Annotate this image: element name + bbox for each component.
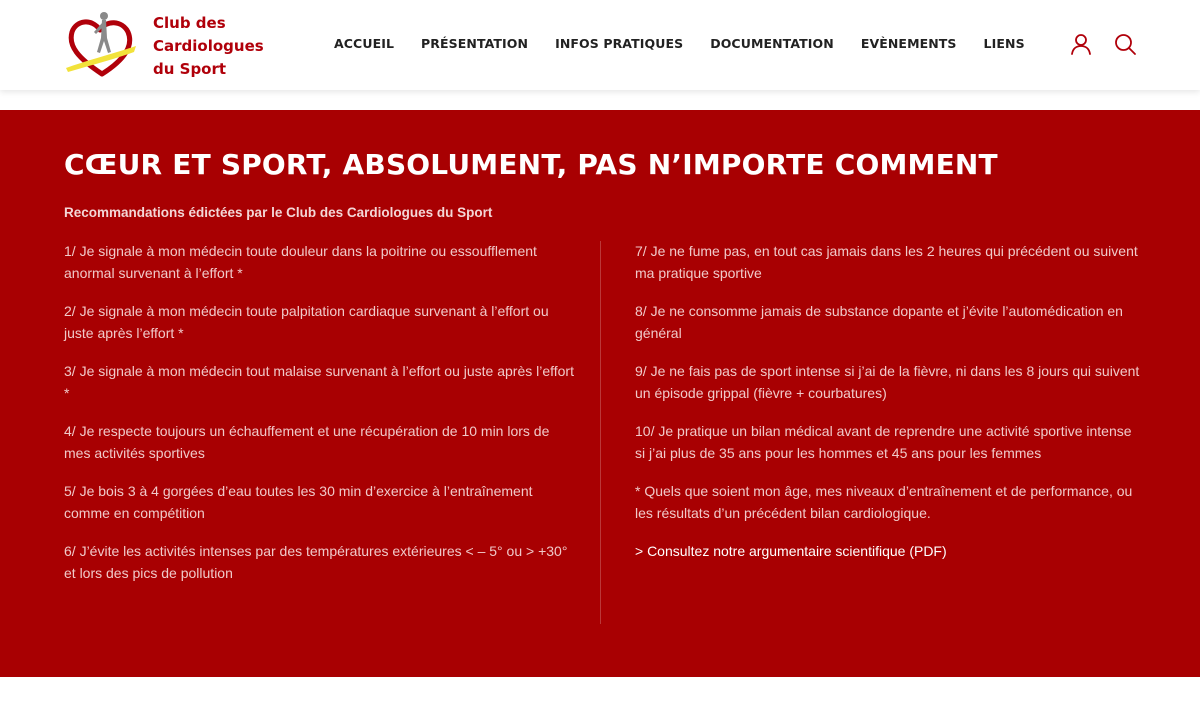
section-subtitle: Recommandations édictées par le Club des Cardiologues du Sport — [64, 205, 493, 220]
recommendation-item: 2/ Je signale à mon médecin toute palpitation cardiaque survenant à l’effort ou juste après l’effort * — [64, 303, 549, 341]
brand-line: du Sport — [153, 60, 227, 78]
recommendation-item: 5/ Je bois 3 à 4 gorgées d’eau toutes les 30 min d’exercice à l’entraînement comme en compétition — [64, 483, 533, 521]
scientific-pdf-link[interactable]: > Consultez notre argumentaire scientifique (PDF) — [635, 543, 947, 559]
footnote: * Quels que soient mon âge, mes niveaux d’entraînement et de performance, ou les résultats d’un précédent bilan cardiologique. — [635, 483, 1133, 521]
brand-line: Club des — [153, 14, 226, 32]
recommendation-item: 3/ Je signale à mon médecin tout malaise survenant à l’effort ou juste après l’effort * — [64, 363, 574, 401]
brand-name[interactable] — [153, 12, 264, 81]
column-divider — [600, 241, 601, 624]
recommendations-left-column — [64, 241, 574, 601]
nav-item-evenements[interactable]: EVÈNEMENTS — [860, 36, 957, 51]
section-title: CŒUR ET SPORT, ABSOLUMENT, PAS N’IMPORTE COMMENT — [64, 148, 998, 181]
nav-item-liens[interactable]: LIENS — [983, 36, 1025, 51]
site-header — [0, 0, 1200, 90]
nav-item-presentation[interactable]: PRÉSENTATION — [421, 36, 529, 51]
user-icon[interactable] — [1069, 32, 1093, 56]
search-icon[interactable] — [1113, 32, 1137, 56]
recommendation-item: 6/ J’évite les activités intenses par des températures extérieures < – 5° ou > +30° et lors des pics de pollution — [64, 543, 568, 581]
recommendations-right-column — [635, 241, 1140, 563]
nav-item-accueil[interactable]: ACCUEIL — [334, 36, 395, 51]
recommendation-item: 9/ Je ne fais pas de sport intense si j’ai de la fièvre, ni dans les 8 jours qui suivent un épisode grippal (fièvre + courbatures) — [635, 363, 1140, 401]
recommendation-item: 1/ Je signale à mon médecin toute douleur dans la poitrine ou essoufflement anormal survenant à l’effort * — [64, 243, 537, 281]
recommendation-item: 7/ Je ne fume pas, en tout cas jamais dans les 2 heures qui précédent ou suivent ma pratique sportive — [635, 243, 1138, 281]
recommendation-item: 10/ Je pratique un bilan médical avant de reprendre une activité sportive intense si j’ai plus de 35 ans pour les hommes et 45 ans pour les femmes — [635, 423, 1132, 461]
recommendations-section — [0, 110, 1200, 677]
nav-item-documentation[interactable]: DOCUMENTATION — [710, 36, 834, 51]
recommendation-item: 8/ Je ne consomme jamais de substance dopante et j’évite l’automédication en général — [635, 303, 1123, 341]
brand-line: Cardiologues — [153, 37, 264, 55]
recommendation-item: 4/ Je respecte toujours un échauffement et une récupération de 10 min lors de mes activités sportives — [64, 423, 550, 461]
club-logo-icon[interactable] — [64, 8, 140, 80]
main-nav — [334, 36, 1025, 51]
nav-item-infos-pratiques[interactable]: INFOS PRATIQUES — [555, 36, 684, 51]
